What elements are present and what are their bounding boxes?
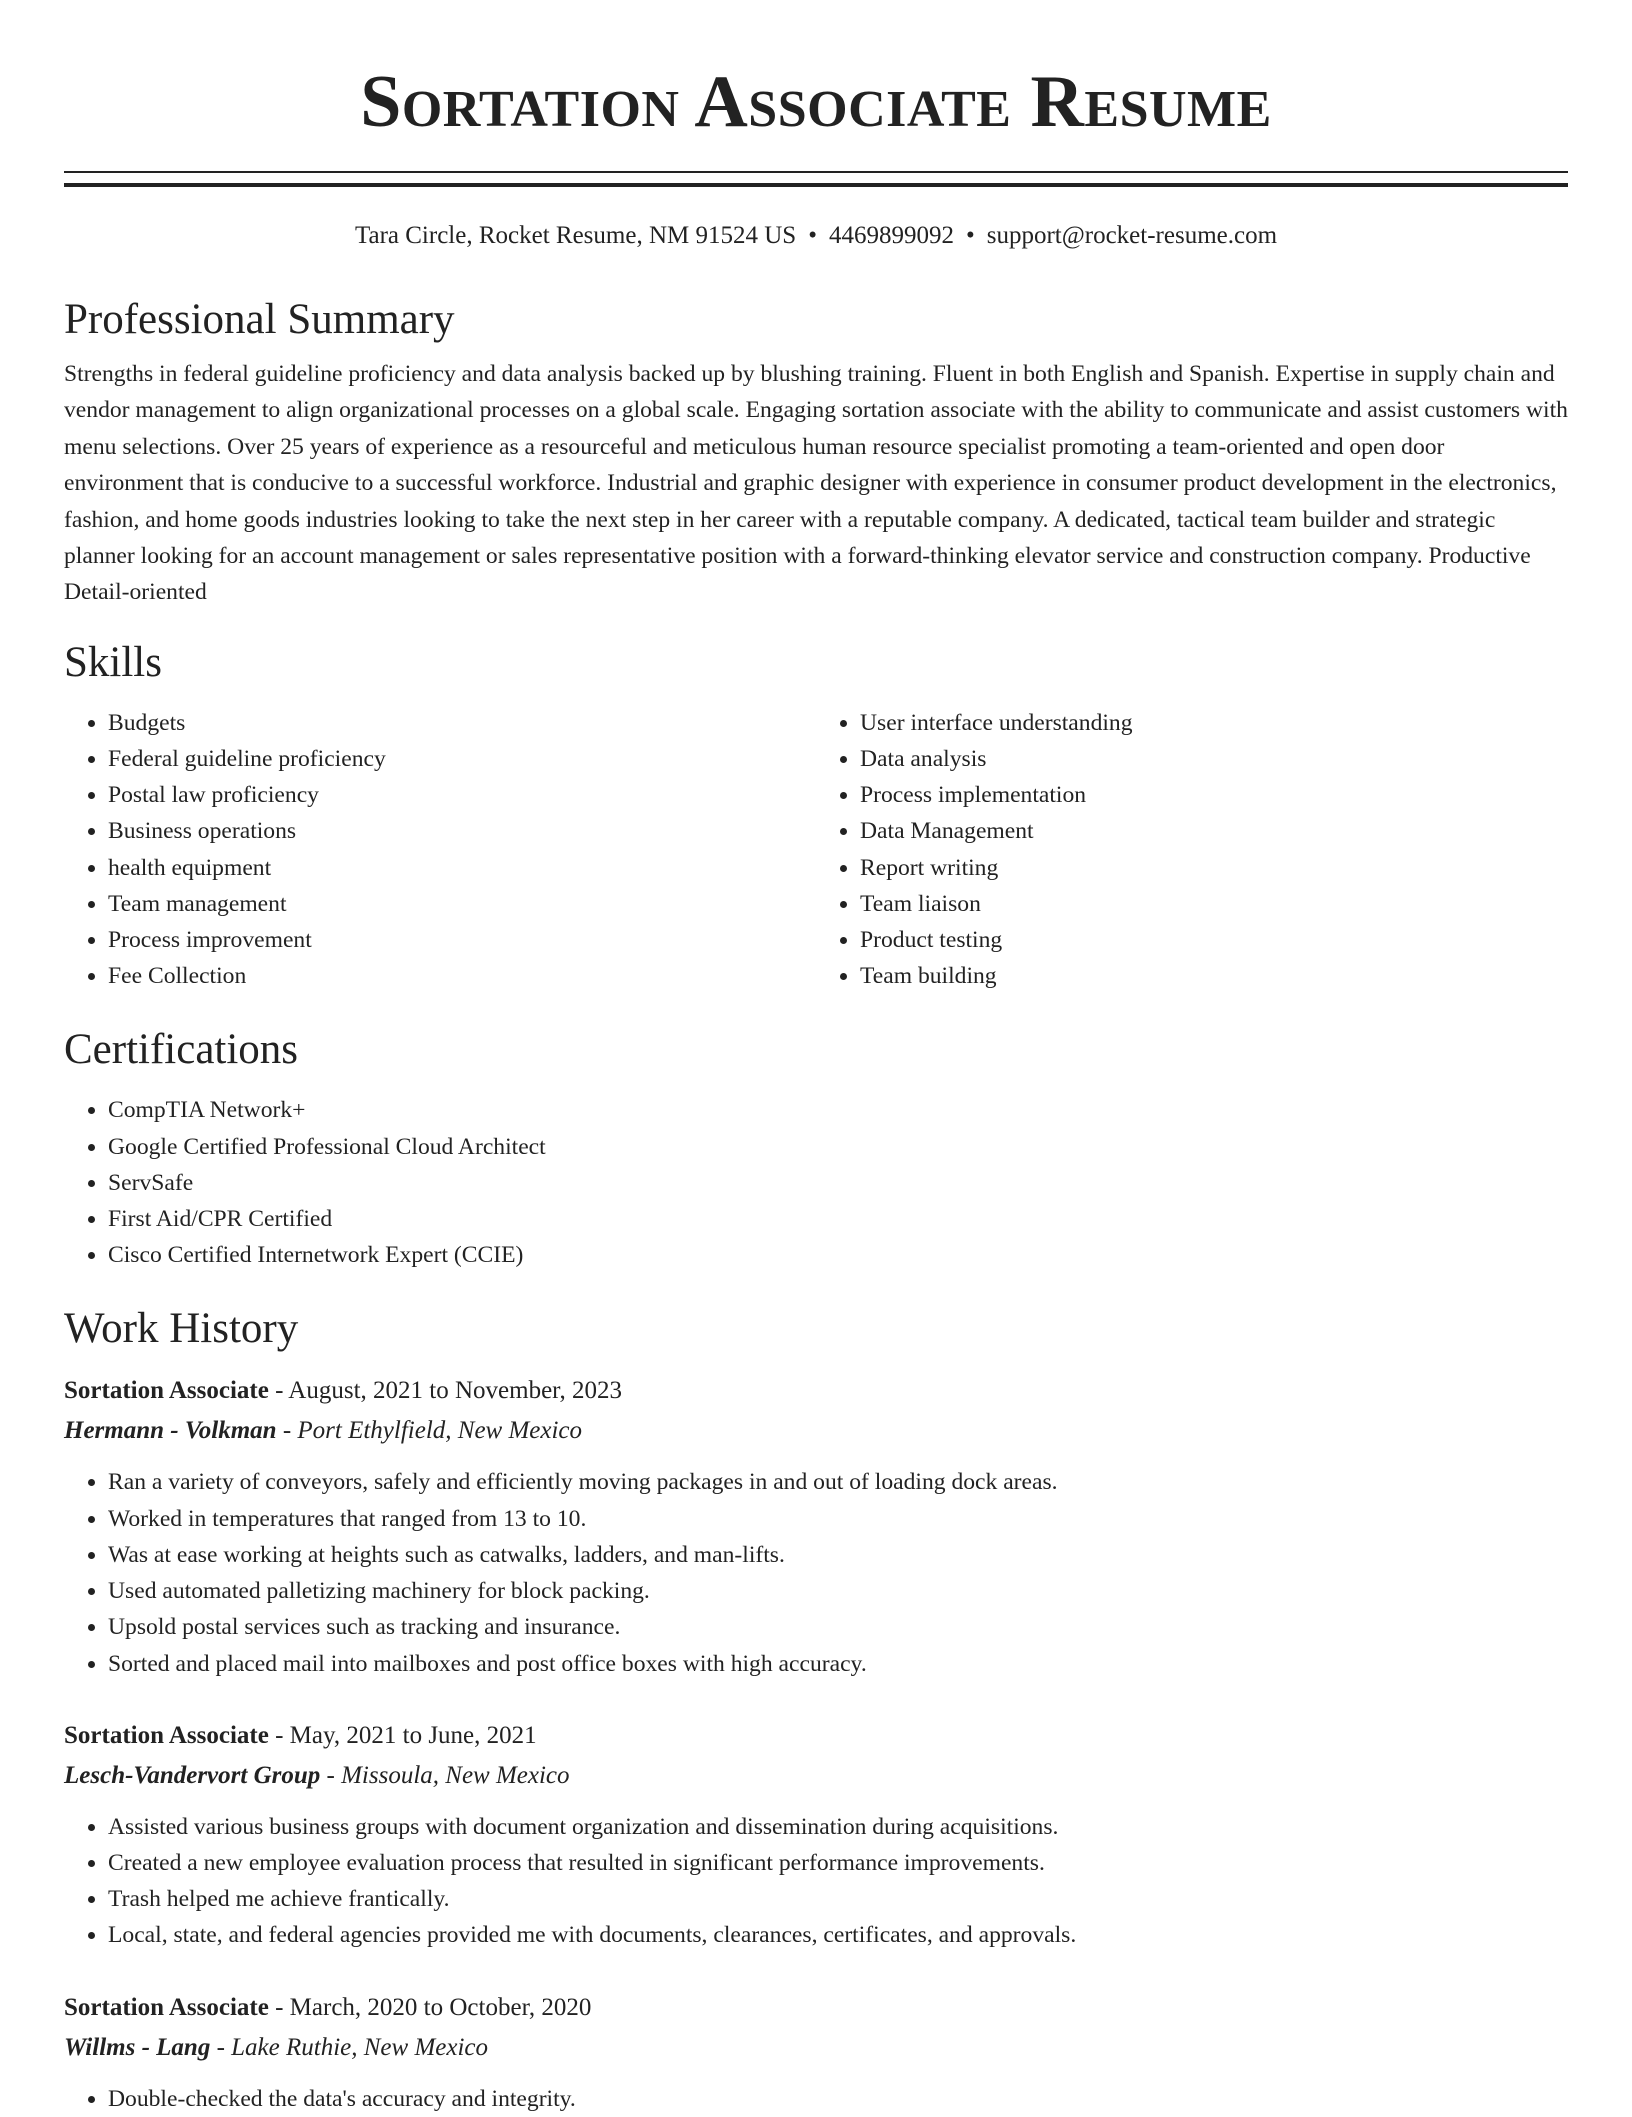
job-bullet: • Local, state, and federal agencies provided me with documents, clearances, certificates, and approvals.	[108, 1917, 1568, 1953]
skills-columns	[64, 705, 1568, 995]
summary-text: Strengths in federal guideline proficiency and data analysis backed up by blushing training. Fluent in both English and Spanish. Expertise in supply chain and vendor management to align organizational processes on a global scale. Engaging sortation associate with the ability to communicate and assist customers with menu selections. Over 25 years of experience as a resourceful and meticulous human resource specialist promoting a team-oriented and open door environment that is conducive to a successful workforce. Industrial and graphic designer with experience in consumer product development in the electronics, fashion, and home goods industries looking to take the next step in her career with a reputable company. A dedicated, tactical team builder and strategic planner looking for an account management or sales representative position with a forward-thinking elevator service and construction company. Productive Detail-oriented	[64, 361, 1568, 606]
job-bullet: • Used automated palletizing machinery for block packing.	[108, 1573, 1568, 1609]
job-bullets	[64, 1809, 1568, 1954]
skill-item: • Process implementation	[860, 777, 1568, 813]
contact-phone: 4469899092	[828, 222, 954, 249]
title-divider	[64, 171, 1568, 187]
skill-item: • User interface understanding	[860, 705, 1568, 741]
certification-item: • First Aid/CPR Certified	[108, 1201, 1568, 1237]
job-bullet: • Double-checked the data's accuracy and integrity.	[108, 2081, 1568, 2117]
job-bullet: • Ran a variety of conveyors, safely and efficiently moving packages in and out of loading dock areas.	[108, 1464, 1568, 1500]
certifications-list	[64, 1092, 1568, 1273]
job-entry	[64, 1716, 1568, 1954]
job-bullet: • Upsold postal services such as tracking and insurance.	[108, 1609, 1568, 1645]
certification-item: • Google Certified Professional Cloud Architect	[108, 1129, 1568, 1165]
job-dates: - May, 2021 to June, 2021	[268, 1721, 537, 1749]
job-location: - Lake Ruthie, New Mexico	[210, 2033, 489, 2061]
skill-item: • Team liaison	[860, 886, 1568, 922]
skill-item: • Data Management	[860, 813, 1568, 849]
contact-email: support@rocket-resume.com	[986, 222, 1278, 249]
skill-item: • health equipment	[108, 850, 816, 886]
skill-item: • Report writing	[860, 850, 1568, 886]
skill-item: • Business operations	[108, 813, 816, 849]
skills-list-right	[816, 705, 1568, 995]
contact-separator: •	[965, 222, 975, 249]
job-title-line	[64, 1371, 1568, 1411]
job-company: Willms - Lang	[64, 2033, 211, 2061]
skill-item: • Federal guideline proficiency	[108, 741, 816, 777]
job-location: - Port Ethylfield, New Mexico	[276, 1417, 583, 1445]
job-bullet: • Worked in temperatures that ranged from 13 to 10.	[108, 1501, 1568, 1537]
job-dates: - March, 2020 to October, 2020	[268, 1993, 592, 2021]
resume-title: Sortation Associate Resume	[360, 61, 1272, 143]
job-entry	[64, 1371, 1568, 1681]
job-company-line	[64, 1411, 1568, 1451]
skills-list-left	[64, 705, 816, 995]
skill-item: • Team management	[108, 886, 816, 922]
contact-address: Tara Circle, Rocket Resume, NM 91524 US	[354, 222, 797, 249]
job-role: Sortation Associate	[64, 1993, 269, 2021]
skill-item: • Budgets	[108, 705, 816, 741]
job-company: Hermann - Volkman	[64, 1417, 277, 1445]
contact-line	[64, 218, 1568, 254]
job-bullet: • Sorted and placed mail into mailboxes and post office boxes with high accuracy.	[108, 1646, 1568, 1682]
job-bullet: • Created a new employee evaluation process that resulted in significant performance improvements.	[108, 1845, 1568, 1881]
contact-separator: •	[808, 222, 817, 249]
job-bullet: • Trash helped me achieve frantically.	[108, 1881, 1568, 1917]
job-bullet: • Was at ease working at heights such as catwalks, ladders, and man-lifts.	[108, 1537, 1568, 1573]
skill-item: • Fee Collection	[108, 958, 816, 994]
job-title-line	[64, 1716, 1568, 1756]
job-company-line	[64, 1756, 1568, 1796]
skill-item: • Data analysis	[860, 741, 1568, 777]
job-role: Sortation Associate	[64, 1377, 269, 1405]
job-location: - Missoula, New Mexico	[320, 1761, 570, 1789]
job-entry	[64, 1988, 1568, 2117]
certifications-heading: Certifications	[64, 1026, 299, 1074]
job-company-line	[64, 2028, 1568, 2068]
summary-heading: Professional Summary	[64, 296, 455, 343]
certification-item: • ServSafe	[108, 1165, 1568, 1201]
skill-item: • Process improvement	[108, 922, 816, 958]
job-bullets	[64, 1464, 1568, 1681]
certification-item: • CompTIA Network+	[108, 1092, 1568, 1128]
job-dates: - August, 2021 to November, 2023	[268, 1377, 622, 1405]
job-company: Lesch-Vandervort Group	[64, 1761, 321, 1789]
certification-item: • Cisco Certified Internetwork Expert (CCIE)	[108, 1237, 1568, 1273]
skill-item: • Product testing	[860, 922, 1568, 958]
skill-item: • Team building	[860, 958, 1568, 994]
skills-heading: Skills	[64, 638, 162, 686]
job-bullets	[64, 2081, 1568, 2117]
skill-item: • Postal law proficiency	[108, 777, 816, 813]
job-role: Sortation Associate	[64, 1721, 269, 1749]
job-title-line	[64, 1988, 1568, 2028]
job-bullet: • Assisted various business groups with document organization and dissemination during acquisitions.	[108, 1809, 1568, 1845]
work-history-heading: Work History	[64, 1305, 299, 1353]
